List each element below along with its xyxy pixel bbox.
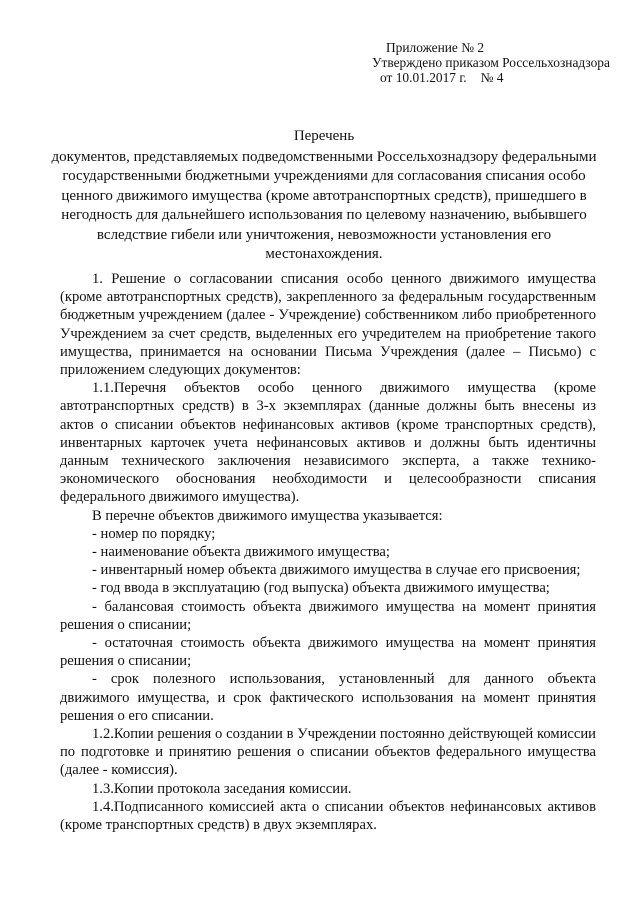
approval-line: Утверждено приказом Россельхознадзора [372,55,610,70]
title-caption: Перечень [293,128,355,144]
paragraph-1-1: 1.1.Перечня объектов особо ценного движимого имущества (кроме автотранспортных средств) в 3-х экземплярах (данные должны быть внесены из актов о списании объектов нефинансовых активов (кроме транспортных средств), инвентарных карточек учета нефинансовых активов и должны быть идентичны данным технического заключения независимого эксперта, а также технико-экономического обоснования необходимости и целесообразности списания федерального движимого имущества). [60,380,596,506]
paragraph-1-4: 1.4.Подписанного комиссией акта о списании объектов нефинансовых активов (кроме транспортных средств) в двух экземплярах. [60,798,596,834]
approval-header [372,40,622,85]
document-body [60,270,596,834]
list-item: - инвентарный номер объекта движимого имущества в случае его присвоения; [92,562,581,579]
order-date-line [372,70,622,85]
list-intro: В перечне объектов движимого имущества указывается: [92,507,443,524]
list-item: - остаточная стоимость объекта движимого имущества на момент принятия решения о списании; [60,635,596,670]
paragraph-1-2: 1.2.Копии решения о создании в Учреждении постоянно действующей комиссии по подготовке и принятию решения о списании объектов федерального имущества (далее - комиссия). [60,726,596,779]
title-text: документов, представляемых подведомственными Россельхознадзору федеральными государственными бюджетными учреждениями для согласования списания особо ценного движимого имущества (кроме автотранспортных средств), пришедшего в негодность для дальнейшего использования по целевому назначению, выбывшего вследствие гибели или уничтожения, невозможности установления его местонахождения. [51,148,597,262]
paragraph-1-3: 1.3.Копии протокола заседания комиссии. [92,780,352,797]
appendix-label: Приложение № 2 [386,40,485,55]
list-item: - срок полезного использования, установленный для данного объекта движимого имущества, и срок фактического использования на момент принятия решения о его списании. [60,671,596,724]
order-number: № 4 [480,70,504,85]
list-item: - номер по порядку; [92,525,216,542]
list-item: - год ввода в эксплуатацию (год выпуска) объекта движимого имущества; [92,580,550,597]
list-item: - балансовая стоимость объекта движимого имущества на момент принятия решения о списании; [60,598,596,633]
paragraph-1: 1. Решение о согласовании списания особо ценного движимого имущества (кроме автотранспортных средств), закрепленного за федеральным государственным бюджетным учреждением (далее - Учреждение) собственником либо приобретенного Учреждением за счет средств, выделенных его учредителем на приобретение такого имущества, принимается на основании Письма Учреждения (далее – Письмо) с приложением следующих документов: [60,271,596,379]
list-item: - наименование объекта движимого имущества; [92,544,390,561]
document-title [44,127,604,265]
order-date: от 10.01.2017 г. [380,70,467,85]
